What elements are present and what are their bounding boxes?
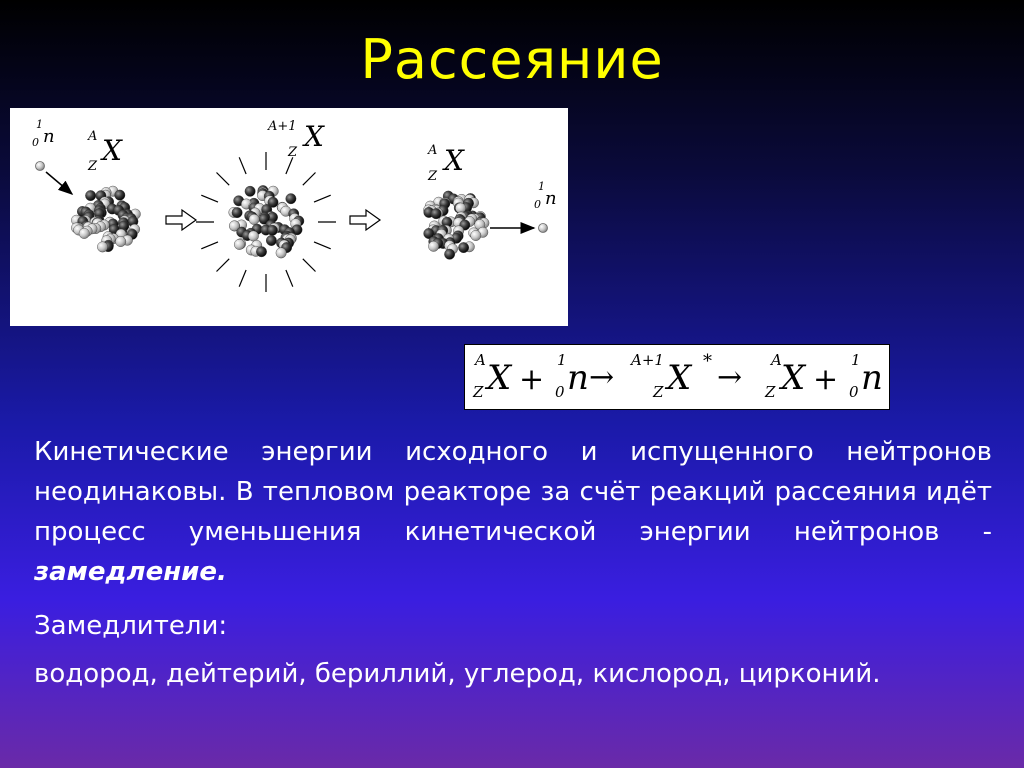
nucleon	[266, 235, 276, 245]
eq-t2-symbol: n	[567, 358, 589, 398]
eq-t1-mass: A	[475, 351, 486, 369]
description-paragraph	[34, 432, 992, 592]
nucleus-3	[424, 191, 490, 260]
neutron-out-symbol: n	[545, 188, 557, 209]
nucleus-1	[71, 186, 140, 252]
excitation-ray	[314, 242, 331, 249]
excitation-ray	[239, 270, 246, 287]
nucleus-2-charge: Z	[288, 145, 298, 160]
incoming-neutron	[36, 162, 45, 171]
nucleus-2-label	[267, 119, 325, 160]
excitation-ray	[201, 242, 218, 249]
nucleus-2-symbol: X	[304, 120, 324, 153]
eq-t4-mass: A	[771, 351, 782, 369]
eq-t2-charge: 0	[555, 383, 565, 401]
eq-plus-2: +	[813, 362, 839, 397]
excitation-ray	[303, 259, 316, 272]
description-text: Кинетические энергии исходного и испущенного нейтронов неодинаковы. В тепловом реакторе за счёт реакций рассеяния идёт процесс уменьшения кинетической энергии нейтронов -	[34, 437, 992, 547]
excitation-ray	[239, 157, 246, 174]
eq-term-2	[555, 351, 589, 401]
moderators-list: водород, дейтерий, бериллий, углерод, кислород, цирконий.	[34, 659, 881, 689]
nucleus-1-charge: Z	[88, 159, 98, 174]
eq-t5-symbol: n	[861, 358, 883, 398]
nucleon	[471, 230, 481, 240]
nucleon	[458, 242, 468, 252]
eq-arrow-2: →	[717, 360, 743, 395]
nucleon	[234, 239, 244, 249]
nucleus-1-mass: A	[88, 129, 98, 144]
nucleon	[97, 242, 107, 252]
nucleon	[249, 214, 259, 224]
scattering-diagram	[10, 108, 568, 326]
neutron-in-mass: 1	[36, 118, 43, 131]
excitation-ray	[201, 195, 218, 202]
eq-t3-mass: A+1	[631, 351, 664, 369]
eq-t4-symbol: X	[781, 358, 806, 398]
incoming-neutron-arrow	[46, 172, 72, 194]
nucleon	[428, 241, 438, 251]
nucleon	[267, 225, 277, 235]
neutron-in-charge: 0	[32, 136, 39, 149]
neutron-out-label	[534, 180, 557, 211]
eq-term-5	[849, 351, 883, 401]
eq-t3-star: *	[703, 351, 712, 372]
scattering-diagram-svg	[10, 108, 568, 326]
nucleon	[245, 186, 255, 196]
excitation-ray	[217, 173, 230, 186]
nucleon	[276, 248, 286, 258]
nucleon	[444, 249, 454, 259]
nucleon	[232, 207, 242, 217]
neutron-out-mass: 1	[538, 180, 545, 193]
nucleon	[116, 236, 126, 246]
nucleus-2-excited	[229, 185, 304, 258]
eq-term-3	[629, 351, 712, 401]
excitation-ray	[314, 195, 331, 202]
scattering-equation-svg	[465, 345, 889, 409]
eq-t2-mass: 1	[557, 351, 567, 369]
slide-title: Рассеяние	[360, 28, 664, 91]
nucleus-1-symbol: X	[102, 134, 122, 167]
eq-term-1	[472, 351, 513, 401]
scattering-equation	[464, 344, 890, 410]
nucleon	[115, 190, 125, 200]
nucleus-3-mass: A	[428, 143, 438, 158]
neutron-in-symbol: n	[43, 126, 55, 147]
nucleus-2-mass: A+1	[268, 119, 297, 134]
neutron-in-label	[32, 118, 55, 149]
process-arrow-2	[350, 210, 380, 230]
excitation-ray	[303, 173, 316, 186]
excitation-ray	[217, 259, 230, 272]
outgoing-neutron	[539, 224, 548, 233]
nucleon	[431, 209, 441, 219]
description-emphasis: замедление.	[34, 557, 227, 587]
nucleon	[85, 190, 95, 200]
process-arrow-1	[166, 210, 196, 230]
neutron-out-charge: 0	[534, 198, 541, 211]
eq-plus-1: +	[519, 362, 545, 397]
nucleon	[79, 228, 89, 238]
eq-t1-symbol: X	[487, 358, 512, 398]
eq-t5-mass: 1	[851, 351, 861, 369]
nucleus-1-label	[87, 129, 123, 174]
eq-t3-charge: Z	[653, 383, 664, 401]
eq-t4-charge: Z	[765, 383, 776, 401]
nucleon	[248, 231, 258, 241]
excitation-ray	[286, 270, 293, 287]
eq-t5-charge: 0	[849, 383, 859, 401]
nucleon	[286, 194, 296, 204]
eq-arrow-1: →	[589, 360, 615, 395]
eq-t1-charge: Z	[473, 383, 484, 401]
nucleus-3-charge: Z	[428, 169, 438, 184]
nucleon	[256, 247, 266, 257]
nucleus-3-label	[427, 143, 465, 184]
eq-term-4	[764, 351, 807, 401]
eq-t3-symbol: X	[667, 358, 692, 398]
nucleus-3-symbol: X	[444, 144, 464, 177]
moderators-title: Замедлители:	[34, 611, 228, 641]
